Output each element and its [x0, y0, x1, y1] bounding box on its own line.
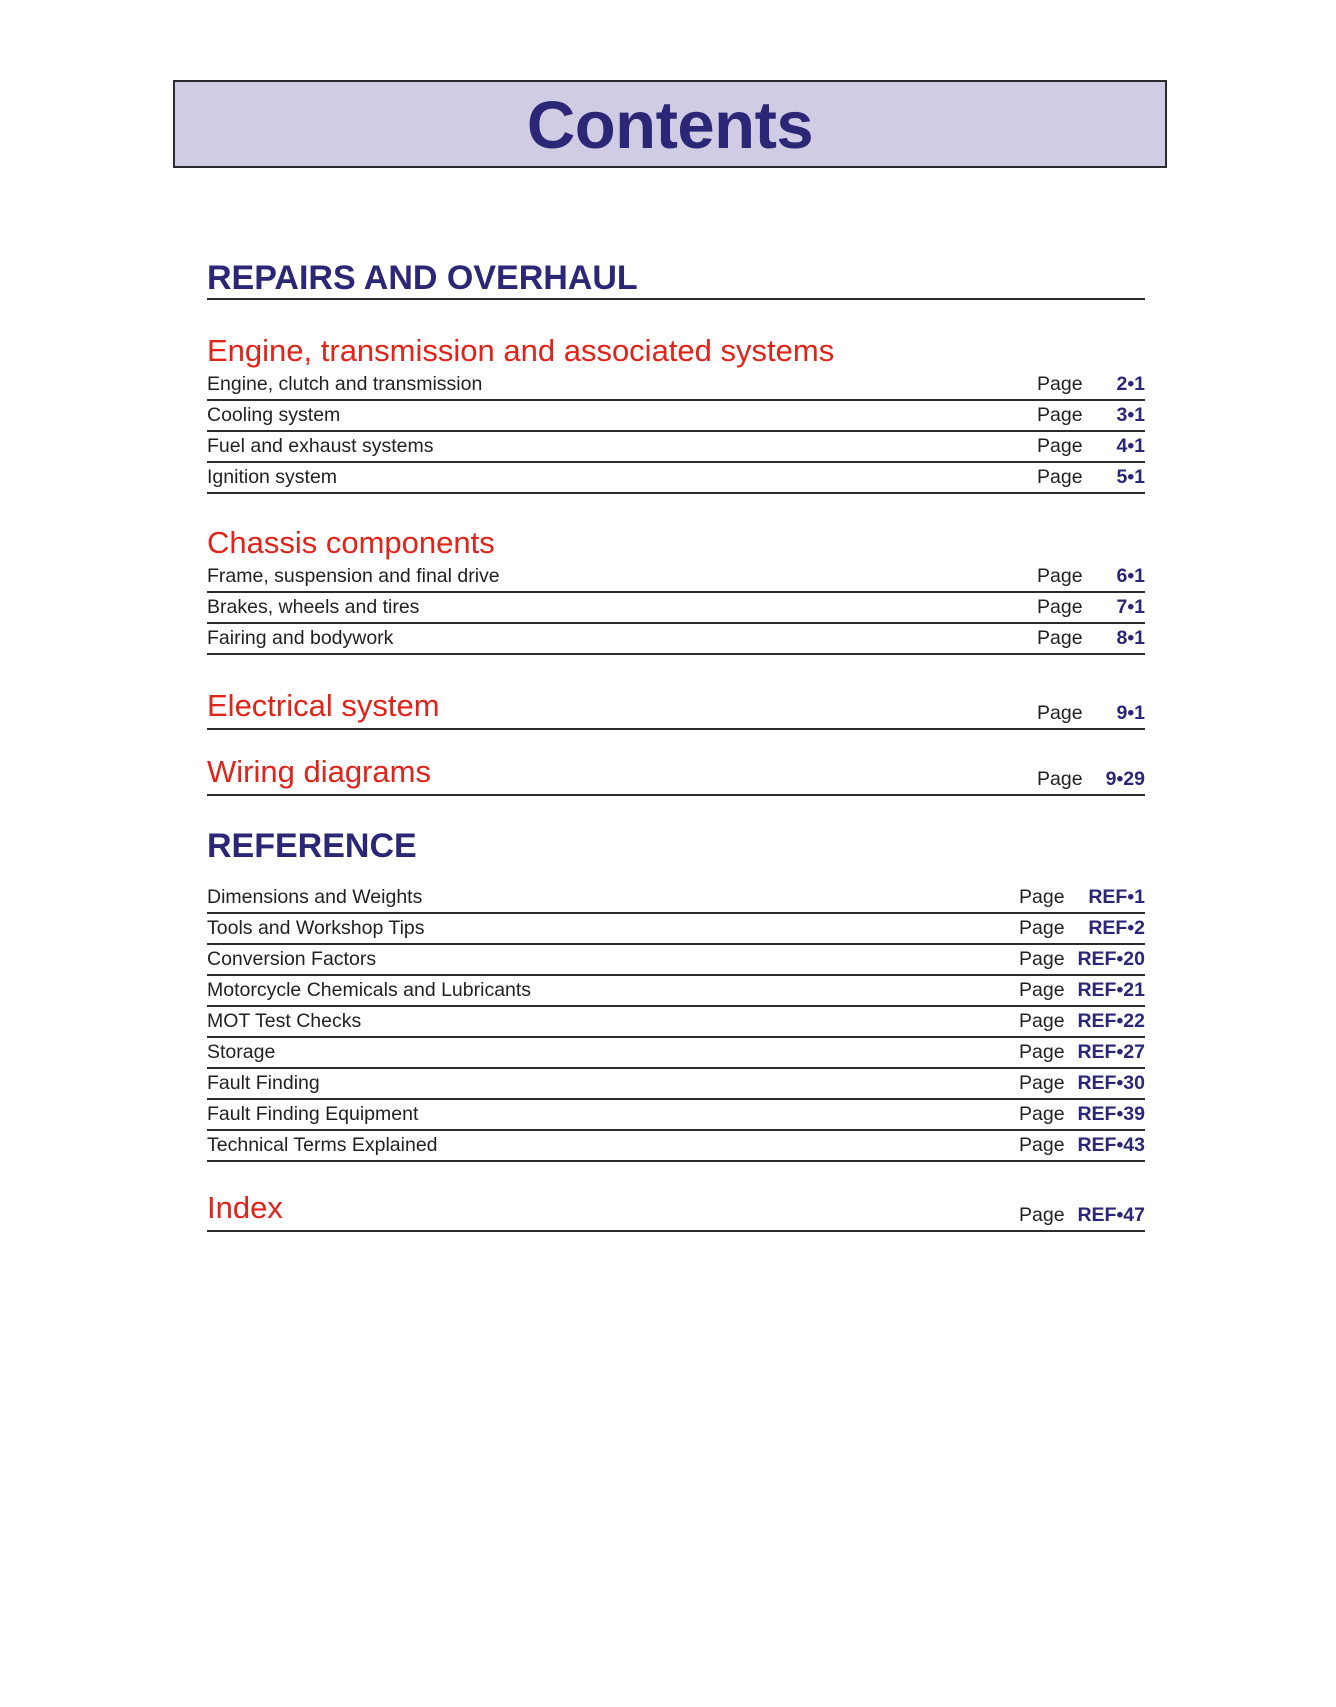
toc-entry[interactable] [207, 401, 1145, 432]
toc-page-number: 9•29 [1105, 768, 1145, 790]
toc-page-word: Page [1037, 404, 1083, 426]
toc-page-number: 6•1 [1116, 565, 1145, 587]
toc-page-word: Page [1019, 1041, 1065, 1063]
toc-page-word: Page [1037, 627, 1083, 649]
toc-page-word: Page [1037, 466, 1083, 488]
toc-page-word: Page [1019, 1103, 1065, 1125]
toc-page-number: 7•1 [1116, 596, 1145, 618]
toc-page-number: 8•1 [1116, 627, 1145, 649]
toc-page-word: Page [1019, 979, 1065, 1001]
toc-page-word: Page [1019, 886, 1065, 908]
toc-page-number: 2•1 [1116, 373, 1145, 395]
toc-page-number: REF•47 [1077, 1204, 1145, 1226]
toc-entry-label: Fairing and bodywork [207, 627, 394, 649]
toc-entry[interactable] [207, 914, 1145, 945]
toc-entry-label: Motorcycle Chemicals and Lubricants [207, 979, 532, 1001]
toc-entry-label: Fault Finding [207, 1072, 320, 1094]
toc-entry-label: Dimensions and Weights [207, 886, 423, 908]
toc-page-word: Page [1037, 565, 1083, 587]
toc-entry[interactable] [207, 883, 1145, 914]
subheading-engine: Engine, transmission and associated systems [207, 333, 835, 368]
toc-entry-label: Conversion Factors [207, 948, 377, 970]
section-heading-reference: REFERENCE [207, 827, 417, 865]
toc-entry[interactable] [207, 624, 1145, 655]
toc-entry-index[interactable] [207, 1192, 1145, 1232]
toc-entry-wiring[interactable] [207, 756, 1145, 796]
toc-entry[interactable] [207, 1007, 1145, 1038]
toc-page-number: REF•43 [1077, 1134, 1145, 1156]
toc-entry-label: Fault Finding Equipment [207, 1103, 419, 1125]
toc-entry[interactable] [207, 945, 1145, 976]
toc-page-number: REF•39 [1077, 1103, 1145, 1125]
toc-page-word: Page [1019, 1204, 1065, 1226]
toc-entry[interactable] [207, 976, 1145, 1007]
toc-page-number: REF•30 [1077, 1072, 1145, 1094]
toc-page-word: Page [1019, 917, 1065, 939]
toc-page-number: REF•2 [1088, 917, 1145, 939]
toc-entry[interactable] [207, 370, 1145, 401]
toc-page-number: REF•1 [1088, 886, 1145, 908]
toc-entry-label: Index [207, 1190, 283, 1225]
toc-page-number: REF•20 [1077, 948, 1145, 970]
toc-page-word: Page [1019, 948, 1065, 970]
toc-entry[interactable] [207, 562, 1145, 593]
toc-entry[interactable] [207, 432, 1145, 463]
title-banner [173, 80, 1167, 168]
toc-entry-label: MOT Test Checks [207, 1010, 362, 1032]
toc-entry-label: Frame, suspension and final drive [207, 565, 500, 587]
toc-page-number: REF•27 [1077, 1041, 1145, 1063]
toc-entry[interactable] [207, 1131, 1145, 1162]
toc-page-number: REF•22 [1077, 1010, 1145, 1032]
toc-entry[interactable] [207, 463, 1145, 494]
toc-page-word: Page [1037, 435, 1083, 457]
toc-entry-label: Electrical system [207, 688, 440, 723]
page-title: Contents [526, 87, 814, 163]
toc-page-word: Page [1019, 1072, 1065, 1094]
toc-page-word: Page [1037, 768, 1083, 790]
toc-entry-label: Tools and Workshop Tips [207, 917, 425, 939]
toc-entry-label: Brakes, wheels and tires [207, 596, 420, 618]
toc-page-number: 5•1 [1116, 466, 1145, 488]
toc-entry[interactable] [207, 1069, 1145, 1100]
toc-entry[interactable] [207, 1038, 1145, 1069]
toc-entry-label: Technical Terms Explained [207, 1134, 438, 1156]
toc-entry-label: Engine, clutch and transmission [207, 373, 483, 395]
toc-page-number: 3•1 [1116, 404, 1145, 426]
toc-page-number: 4•1 [1116, 435, 1145, 457]
toc-entry[interactable] [207, 593, 1145, 624]
toc-page-word: Page [1037, 596, 1083, 618]
toc-entry-label: Ignition system [207, 466, 338, 488]
toc-page-number: 9•1 [1116, 702, 1145, 724]
toc-entry-label: Storage [207, 1041, 276, 1063]
toc-entry-electrical[interactable] [207, 690, 1145, 730]
toc-page-word: Page [1019, 1134, 1065, 1156]
section-heading-repairs: REPAIRS AND OVERHAUL [207, 258, 1145, 300]
subheading-chassis: Chassis components [207, 525, 495, 560]
toc-page-word: Page [1037, 702, 1083, 724]
toc-page-word: Page [1019, 1010, 1065, 1032]
toc-entry-label: Fuel and exhaust systems [207, 435, 434, 457]
toc-page-word: Page [1037, 373, 1083, 395]
toc-entry-label: Wiring diagrams [207, 754, 431, 789]
toc-page-number: REF•21 [1077, 979, 1145, 1001]
toc-entry-label: Cooling system [207, 404, 341, 426]
toc-entry[interactable] [207, 1100, 1145, 1131]
